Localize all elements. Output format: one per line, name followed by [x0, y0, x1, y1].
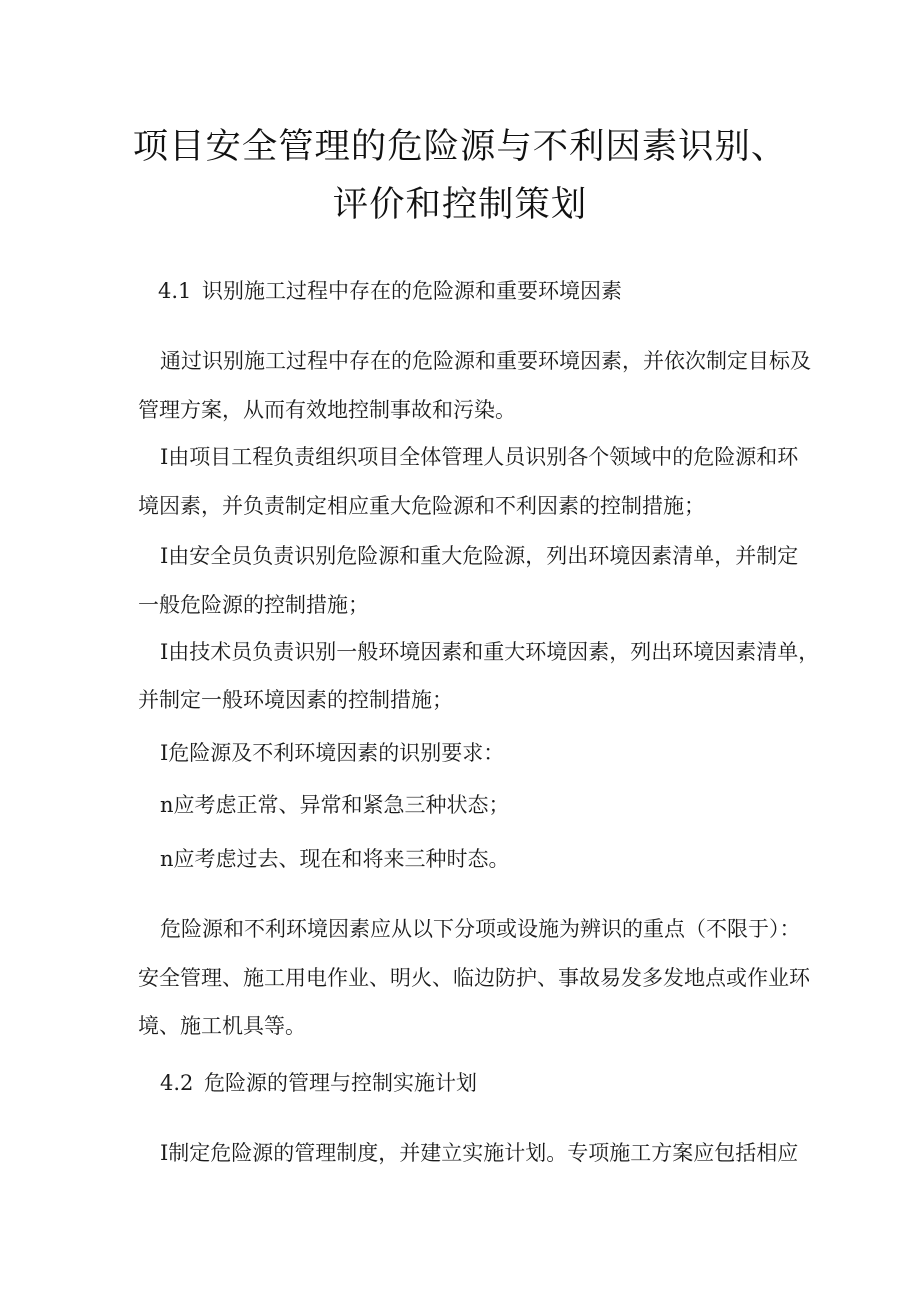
paragraph-line: 管理方案，从而有效地控制事故和污染。 — [138, 398, 516, 422]
section-heading-4-2 — [160, 1069, 477, 1097]
section-heading-4-1 — [158, 277, 622, 305]
paragraph-line: I由技术员负责识别一般环境因素和重大环境因素，列出环境因素清单， — [160, 640, 820, 664]
paragraph-line: n应考虑正常、异常和紧急三种状态； — [160, 793, 510, 817]
paragraph-line: n应考虑过去、现在和将来三种时态。 — [160, 847, 510, 871]
section-number: 4.1 — [158, 279, 192, 303]
paragraph-line: 一般危险源的控制措施； — [138, 593, 369, 617]
document-title-line-1: 项目安全管理的危险源与不利因素识别、 — [132, 126, 788, 167]
paragraph-line: I危险源及不利环境因素的识别要求： — [160, 741, 505, 765]
section-heading-text: 识别施工过程中存在的危险源和重要环境因素 — [202, 279, 622, 303]
paragraph-line: I由安全员负责识别危险源和重大危险源，列出环境因素清单，并制定 — [160, 544, 799, 568]
paragraph-line: 境因素，并负责制定相应重大危险源和不利因素的控制措施； — [138, 494, 705, 518]
paragraph-line: 境、施工机具等。 — [138, 1014, 306, 1038]
paragraph-line: 危险源和不利环境因素应从以下分项或设施为辨识的重点（不限于）： — [160, 917, 801, 941]
paragraph-line: 并制定一般环境因素的控制措施； — [138, 688, 453, 712]
document-title-line-2: 评价和控制策划 — [332, 184, 588, 225]
paragraph-line: I由项目工程负责组织项目全体管理人员识别各个领域中的危险源和环 — [160, 445, 799, 469]
paragraph-line: 通过识别施工过程中存在的危险源和重要环境因素，并依次制定目标及 — [160, 349, 811, 373]
section-heading-text: 危险源的管理与控制实施计划 — [204, 1071, 477, 1095]
section-number: 4.2 — [160, 1071, 194, 1095]
paragraph-line: 安全管理、施工用电作业、明火、临边防护、事故易发多发地点或作业环 — [138, 966, 810, 990]
paragraph-line: I制定危险源的管理制度，并建立实施计划。专项施工方案应包括相应 — [160, 1141, 799, 1165]
